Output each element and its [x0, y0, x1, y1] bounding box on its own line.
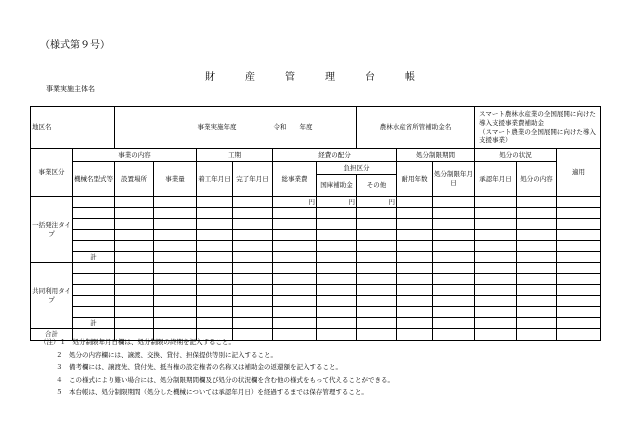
disposal-contents-header: 処分の内容	[517, 162, 557, 197]
remarks-header: 適用	[557, 149, 601, 197]
subsidy-name	[475, 107, 601, 149]
disposal-status-group-header: 処分の状況	[475, 149, 557, 162]
table-row	[31, 307, 601, 318]
cost-group-header: 経費の配分	[273, 149, 397, 162]
disposal-limit-date-header: 処分制限年月日	[433, 162, 475, 197]
table-row	[31, 230, 601, 241]
national-subsidy-header: 国庫補助金	[317, 175, 357, 197]
machine-name-header: 機械名型式等	[73, 162, 115, 197]
national-subsidy-unit: 円	[317, 197, 357, 208]
table-row	[31, 296, 601, 307]
subtotal-row	[31, 252, 601, 263]
total-cost-unit: 円	[273, 197, 317, 208]
burden-group-header: 負担区分	[317, 162, 397, 175]
entity-label: 事業実施主体名	[46, 85, 95, 93]
table-row	[31, 219, 601, 230]
section2-label: 共同利用タイプ	[31, 263, 73, 329]
table-row	[31, 263, 601, 274]
table-row	[31, 197, 601, 208]
asset-ledger-table	[30, 106, 601, 341]
fiscal-year-label: 事業実施年度	[197, 107, 273, 149]
note-5: ５ 本台帳は、処分制限期間（処分した機械については承認年月日）を経過するまでは保存管理すること。	[56, 388, 368, 396]
contents-group-header: 事業の内容	[73, 149, 197, 162]
note-1: （注）１ 処分制限年月日欄は、処分制限の終期を記入すること。	[40, 338, 235, 346]
project-category-header: 事業区分	[31, 149, 73, 197]
completion-date-header: 完了年月日	[233, 162, 273, 197]
grand-total-label: 合計	[31, 329, 73, 341]
form-number: （様式第９号）	[40, 40, 110, 51]
disposal-limit-group-header: 処分制限期間	[397, 149, 475, 162]
subsidy-name-line1: スマート農林水産業の全国展開に向けた導入支援事業費補助金	[479, 109, 596, 127]
construction-group-header: 工期	[197, 149, 273, 162]
note-2: ２ 処分の内容欄には、譲渡、交換、貸付、担保提供等別に記入すること。	[56, 350, 277, 359]
subtotal-row	[31, 318, 601, 329]
section1-label: 一括発注タイプ	[31, 197, 73, 263]
fiscal-year-value: 令和 年度	[273, 107, 357, 149]
header-row-groups	[31, 149, 601, 162]
quantity-header: 事業量	[154, 162, 197, 197]
useful-life-header: 耐用年数	[397, 162, 433, 197]
total-cost-header: 総事業費	[273, 162, 317, 197]
subtotal-label: 計	[73, 252, 115, 263]
district-label: 地区名	[31, 107, 115, 149]
subtotal-label: 計	[73, 318, 115, 329]
start-date-header: 着工年月日	[197, 162, 233, 197]
subsidy-name-line2: （スマート農業の全国展開に向けた導入支援事業）	[479, 127, 596, 145]
table-row	[31, 208, 601, 219]
subsidy-label: 農林水産省所管補助金名	[357, 107, 475, 149]
note-4: ４ この様式により難い場合には、処分制限期間欄及び処分の状況欄を含む他の様式をもって代えることができる。	[56, 375, 394, 384]
table-row	[31, 241, 601, 252]
note-3: ３ 備考欄には、譲渡先、貸付先、抵当権の設定権者の名称又は補助金の返還額を記入すること。	[56, 363, 342, 371]
other-header: その他	[357, 175, 397, 197]
page-title: 財 産 管 理 台 帳	[205, 72, 425, 83]
header-row-top	[31, 107, 601, 149]
notes	[40, 336, 394, 399]
approval-date-header: 承認年月日	[475, 162, 517, 197]
table-row	[31, 285, 601, 296]
location-header: 設置場所	[115, 162, 154, 197]
header-row-sub	[31, 162, 601, 175]
table-row	[31, 274, 601, 285]
other-unit: 円	[357, 197, 397, 208]
